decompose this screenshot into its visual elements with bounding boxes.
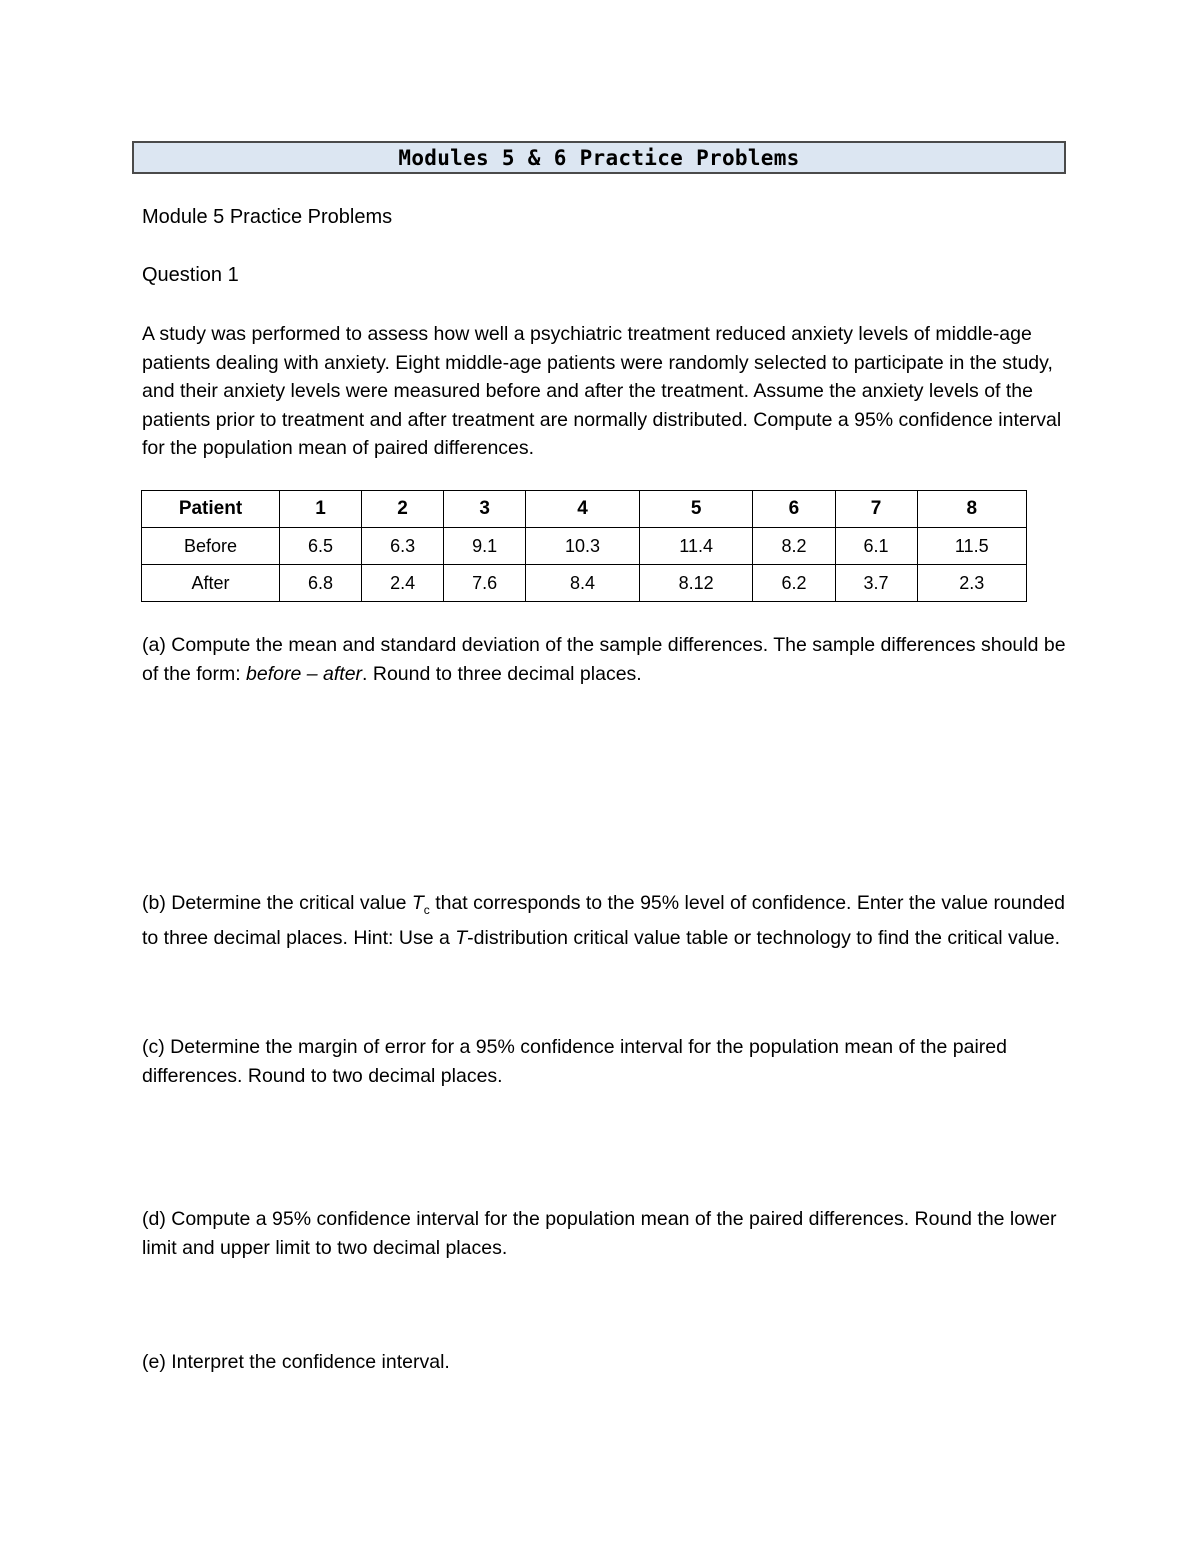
table-cell: 9.1 — [444, 528, 526, 565]
question-intro: A study was performed to assess how well a psychiatric treatment reduced anxiety levels of middle-age patients dealing with anxiety. Eight middle-age patients were randomly selected to participate in the study, and their anxiety levels were measured before and after the treatment. Assume the anxiety levels of the patients prior to treatment and after treatment are normally distributed. Compute a 95% confidence interval for the population mean of paired differences. — [142, 323, 1062, 460]
table-cell: 6.3 — [362, 528, 444, 565]
table-cell: 2.3 — [917, 565, 1026, 602]
part-b-subscript: c — [423, 902, 430, 917]
table-header-cell: 2 — [362, 491, 444, 528]
table-cell: 6.5 — [280, 528, 362, 565]
table-header-cell: 3 — [444, 491, 526, 528]
part-a-emphasis: before – after — [246, 662, 363, 685]
table-header-cell: 6 — [753, 491, 835, 528]
part-b — [142, 889, 1072, 953]
table-cell: 8.4 — [526, 565, 640, 602]
table-header-cell: 8 — [917, 491, 1026, 528]
table-row — [142, 528, 1027, 565]
part-b-start: (b) Determine the critical value — [142, 892, 412, 914]
table-cell: 8.2 — [753, 528, 835, 565]
table-row-label: After — [142, 565, 280, 602]
section-heading: Module 5 Practice Problems — [142, 206, 393, 228]
data-table — [141, 490, 1027, 602]
part-e: (e) Interpret the confidence interval. — [142, 1351, 450, 1373]
table-header-cell: 1 — [280, 491, 362, 528]
part-a-start: (a) Compute the mean and standard deviation of the sample differences. The sample differences should be of the form: — [142, 634, 1066, 685]
part-a — [142, 631, 1072, 688]
table-header-cell: 5 — [639, 491, 753, 528]
table-cell: 2.4 — [362, 565, 444, 602]
table-cell: 6.8 — [280, 565, 362, 602]
document-title: Modules 5 & 6 Practice Problems — [398, 145, 800, 170]
document-title-box — [132, 141, 1066, 174]
part-a-end: . Round to three decimal places. — [362, 662, 642, 685]
part-b-end: -distribution critical value table or technology to find the critical value. — [467, 927, 1061, 950]
part-b-mid: that corresponds to the 95% level of confidence. Enter the value rounded to three decimal places. Hint: Use a — [142, 892, 1066, 950]
table-header-row — [142, 491, 1027, 528]
part-b-variable: T — [411, 892, 424, 914]
table-cell: 11.4 — [639, 528, 753, 565]
table-cell: 8.12 — [639, 565, 753, 602]
table-cell: 11.5 — [917, 528, 1026, 565]
table-header-cell: Patient — [142, 491, 280, 528]
table-header-cell: 7 — [835, 491, 917, 528]
table-row-label: Before — [142, 528, 280, 565]
table-cell: 3.7 — [835, 565, 917, 602]
part-c: (c) Determine the margin of error for a 95% confidence interval for the population mean of the paired differences. Round to two decimal places. — [142, 1036, 1007, 1087]
question-heading: Question 1 — [142, 264, 239, 286]
part-b-variable-2: T — [455, 927, 468, 950]
table-cell: 10.3 — [526, 528, 640, 565]
table-cell: 6.1 — [835, 528, 917, 565]
table-row — [142, 565, 1027, 602]
table-header-cell: 4 — [526, 491, 640, 528]
table-cell: 6.2 — [753, 565, 835, 602]
part-d: (d) Compute a 95% confidence interval for the population mean of the paired differences. Round the lower limit and upper limit to two decimal places. — [142, 1208, 1057, 1259]
table-cell: 7.6 — [444, 565, 526, 602]
